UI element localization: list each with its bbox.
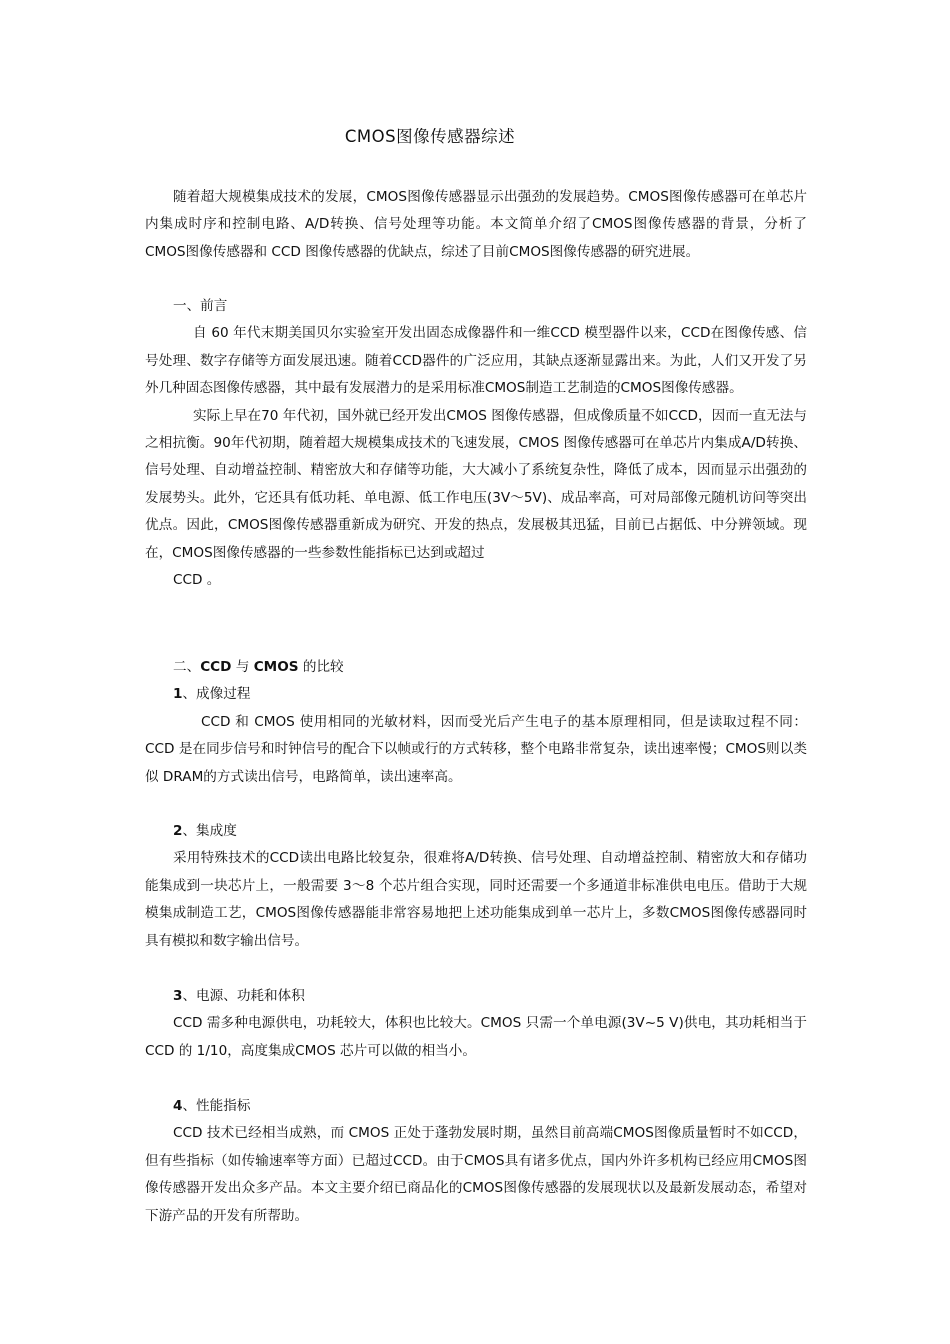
subsection-heading <box>145 983 807 1010</box>
document-title: CMOS图像传感器综述 <box>344 127 516 146</box>
subsection-number: 1 <box>173 686 183 703</box>
subsection-performance <box>145 1093 807 1230</box>
section-heading <box>145 654 807 681</box>
heading-mid: 与 <box>231 659 254 675</box>
section-heading: 一、前言 <box>173 298 228 314</box>
heading-prefix: 二、 <box>173 659 201 675</box>
subsection-title: 、性能指标 <box>182 1098 251 1114</box>
subsection-integration <box>145 818 807 955</box>
subsection-title: 、电源、功耗和体积 <box>182 988 305 1004</box>
paragraph: 实际上早在70 年代初，国外就已经开发出CMOS 图像传感器，但成像质量不如CCD，因而一直无法与之相抗衡。90年代初期，随着超大规模集成技术的飞速发展，CMOS 图像传感器可在单芯片内集成A/D转换、信号处理、自动增益控制、精密放大和存储等功能，大大减小了系统复杂性，降低了成本，因而显示出强劲的发展势头。此外，它还具有低功耗、单电源、低工作电压(3V～5V)、成品率高，可对局部像元随机访问等突出优点。因此，CMOS图像传感器重新成为研究、开发的热点，发展极其迅猛，目前已占据低、中分辨领域。现在，CMOS图像传感器的一些参数性能指标已达到或超过 <box>145 407 807 561</box>
heading-cmos: CMOS <box>253 659 299 675</box>
subsection-number: 3 <box>173 988 183 1004</box>
subsection-heading <box>145 681 807 708</box>
subsection-title: 、成像过程 <box>182 686 251 703</box>
subsection-heading <box>145 1093 807 1120</box>
heading-ccd: CCD <box>200 659 232 675</box>
section-preface <box>145 293 807 594</box>
paragraph: 采用特殊技术的CCD读出电路比较复杂，很难将A/D转换、信号处理、自动增益控制、精密放大和存储功能集成到一块芯片上，一般需要 3～8 个芯片组合实现，同时还需要一个多通道非标准供电电压。借助于大规模集成制造工艺，CMOS图像传感器能非常容易地把上述功能集成到单一芯片上，多数CMOS图像传感器同时具有模拟和数字输出信号。 <box>145 850 807 949</box>
subsection-number: 2 <box>173 823 183 839</box>
subsection-title: 、集成度 <box>182 823 237 839</box>
paragraph: CCD 和 CMOS 使用相同的光敏材料，因而受光后产生电子的基本原理相同，但是读取过程不同：CCD 是在同步信号和时钟信号的配合下以帧或行的方式转移，整个电路非常复杂，读出速率慢；CMOS则以类似 DRAM的方式读出信号，电路简单，读出速率高。 <box>145 713 807 785</box>
subsection-heading <box>145 818 807 845</box>
section-comparison <box>145 654 807 791</box>
subsection-number: 4 <box>173 1098 183 1114</box>
paragraph-end: CCD 。 <box>173 572 221 589</box>
heading-suffix: 的比较 <box>298 659 344 675</box>
paragraph: CCD 技术已经相当成熟，而 CMOS 正处于蓬勃发展时期，虽然目前高端CMOS图像质量暂时不如CCD，但有些指标（如传输速率等方面）已超过CCD。由于CMOS具有诸多优点，国内外许多机构已经应用CMOS图像传感器开发出众多产品。本文主要介绍已商品化的CMOS图像传感器的发展现状以及最新发展动态，希望对下游产品的开发有所帮助。 <box>145 1125 807 1224</box>
abstract-block <box>145 184 807 266</box>
abstract-paragraph: 随着超大规模集成技术的发展，CMOS图像传感器显示出强劲的发展趋势。CMOS图像传感器可在单芯片内集成时序和控制电路、A/D转换、信号处理等功能。本文简单介绍了CMOS图像传感器的背景，分析了CMOS图像传感器和 CCD 图像传感器的优缺点，综述了目前CMOS图像传感器的研究进展。 <box>145 189 807 260</box>
paragraph: CCD 需多种电源供电，功耗较大，体积也比较大。CMOS 只需一个单电源(3V~5 V)供电，其功耗相当于 CCD 的 1/10，高度集成CMOS 芯片可以做的相当小。 <box>145 1015 807 1059</box>
paragraph: 自 60 年代末期美国贝尔实验室开发出固态成像器件和一维CCD 模型器件以来，CCD在图像传感、信号处理、数字存储等方面发展迅速。随着CCD器件的广泛应用，其缺点逐渐显露出来。为此，人们又开发了另外几种固态图像传感器，其中最有发展潜力的是采用标准CMOS制造工艺制造的CMOS图像传感器。 <box>145 325 807 397</box>
subsection-power <box>145 983 807 1065</box>
